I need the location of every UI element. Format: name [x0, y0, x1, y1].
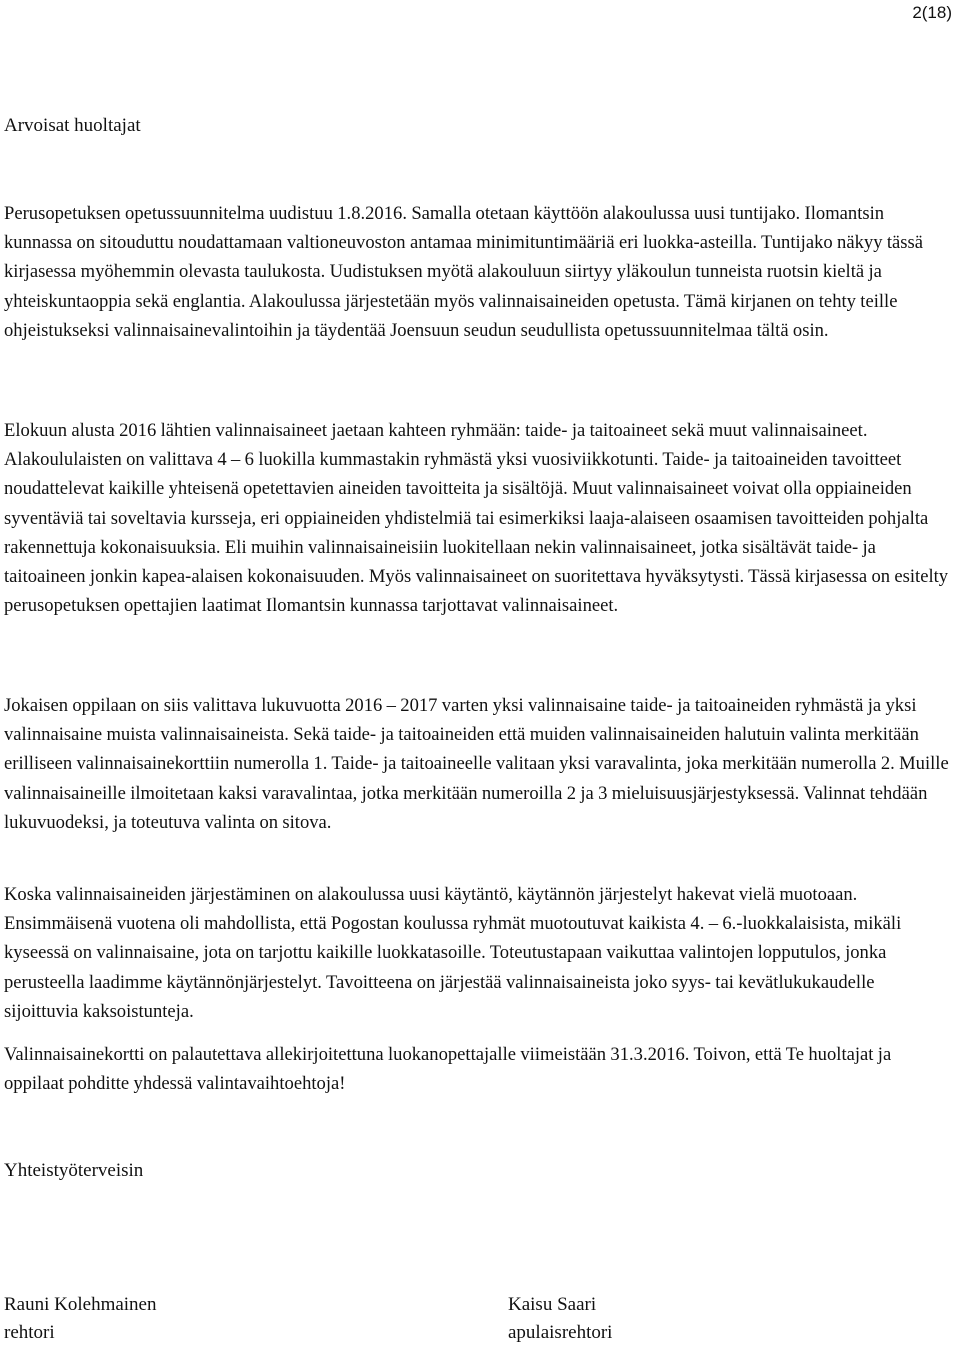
paragraph-arrangements: Koska valinnaisaineiden järjestäminen on alakoulussa uusi käytäntö, käytännön järjestelyt hakevat vielä muotoaan. Ensimmäisenä vuotena oli mahdollista, että Pogostan koulussa ryhmät muotoutuvat kaikista 4. – 6.-luokkalaisista, mikäli kyseessä on valinnaisaine, jota on tarjottu kaikille luokkatasoille. Toteutustapaan vaikuttaa valintojen lopputulos, jonka perusteella laadimme käytännönjärjestelyt. Tavoitteena on järjestää valinnaisaineista joko syys- tai kevätlukukaudelle sijoittuvia kaksoistunteja. [4, 884, 902, 1022]
page-number: 2(18) [912, 3, 952, 22]
paragraph-selection-instructions: Jokaisen oppilaan on siis valittava lukuvuotta 2016 – 2017 varten yksi valinnaisaine taide- ja taitoaineiden ryhmästä ja yksi valinnaisaine muista valinnaisaineista. Sekä taide- ja taitoaineiden että muiden valinnaisaineiden halutuin valinta merkitään erilliseen valinnaisainekorttiin numerolla 1. Taide- ja taitoaineelle valitaan yksi varavalinta, joka merkitään numerolla 2. Muille valinnaisaineille ilmoitetaan kaksi varavalintaa, jotka merkitään numeroilla 2 ja 3 mieluisuusjärjestyksessä. Valinnat tehdään lukuvuodeksi, ja toteutuva valinta on sitova. [4, 695, 949, 833]
signature-vice-principal [508, 1291, 612, 1347]
signature-title: rehtori [4, 1322, 55, 1343]
signature-name: Rauni Kolehmainen [4, 1294, 157, 1315]
salutation: Arvoisat huoltajat [4, 115, 141, 136]
signature-name: Kaisu Saari [508, 1294, 597, 1315]
signature-principal [4, 1291, 157, 1347]
paragraph-elective-groups: Elokuun alusta 2016 lähtien valinnaisaineet jaetaan kahteen ryhmään: taide- ja taitoaineet sekä muut valinnaisaineet. Alakoululaisten on valittava 4 – 6 luokilla kummastakin ryhmästä yksi vuosiviikkotunti. Taide- ja taitoaineiden tavoitteet noudattelevat kaikille yhteisenä opetettavien aineiden tavoitteita ja sisältöjä. Muut valinnaisaineet voivat olla oppiaineiden syventäviä tai soveltavia kursseja, eri oppiaineiden yhdistelmiä tai esimerkiksi laaja-alaiseen osaamisen tavoitteiden pohjalta rakennettuja kokonaisuuksia. Eli muihin valinnaisaineisiin luokitellaan nekin valinnaisaineet, jotka sisältävät taide- ja taitoaineen jonkin kapea-alaisen kokonaisuuden. Myös valinnaisaineet on suoritettava hyväksytysti. Tässä kirjasessa on esitelty perusopetuksen opettajien laatimat Ilomantsin kunnassa tarjottavat valinnaisaineet. [4, 420, 949, 617]
paragraph-return-card: Valinnaisainekortti on palautettava allekirjoitettuna luokanopettajalle viimeistään 31.3.2016. Toivon, että Te huoltajat ja oppilaat pohditte yhdessä valintavaihtoehtoja! [4, 1044, 892, 1095]
signature-title: apulaisrehtori [508, 1322, 613, 1343]
paragraph-intro: Perusopetuksen opetussuunnitelma uudistuu 1.8.2016. Samalla otetaan käyttöön alakoulussa uusi tuntijako. Ilomantsin kunnassa on sitouduttu noudattamaan valtioneuvoston antamaa minimituntimääriä eri luokka-asteilla. Tuntijako näkyy tässä kirjasessa myöhemmin olevasta taulukosta. Uudistuksen myötä alakouluun siirtyy yläkoulun tunneista ruotsin kieltä ja yhteiskuntaoppia sekä englantia. Alakoulussa järjestetään myös valinnaisaineiden opetusta. Tämä kirjanen on tehty teille ohjeistukseksi valinnaisainevalintoihin ja täydentää Joensuun seudun seudullista opetussuunnitelmaa tältä osin. [4, 203, 923, 341]
closing-greeting: Yhteistyöterveisin [4, 1160, 144, 1181]
